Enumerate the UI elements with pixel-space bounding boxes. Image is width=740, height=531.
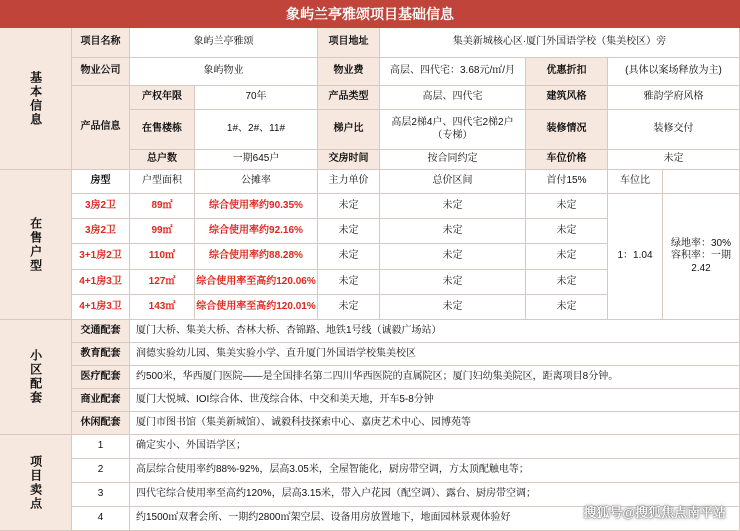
property-fee-label: 物业费	[318, 58, 380, 86]
buildings-label: 在售楼栋	[130, 110, 195, 150]
page-title: 象屿兰亭雅颂项目基础信息	[0, 0, 740, 28]
unit-row-3-area: 110㎡	[130, 244, 195, 270]
project-name-label: 项目名称	[72, 28, 130, 58]
units-header-unit-price: 主力单价	[318, 170, 380, 194]
watermark-text: 搜狐号@搜狐焦点南平站	[583, 505, 726, 520]
section-highlights-label	[0, 435, 72, 531]
project-name-value: 象屿兰亭雅颂	[130, 28, 318, 58]
address-label: 项目地址	[318, 28, 380, 58]
section-sale-label	[0, 170, 72, 320]
unit-row-3-type: 3+1房2卫	[72, 244, 130, 270]
units-header-rate: 公摊率	[195, 170, 318, 194]
highlight-num-3: 3	[72, 483, 130, 507]
unit-row-2-total: 未定	[380, 219, 526, 244]
unit-row-1-total: 未定	[380, 194, 526, 219]
unit-row-1-type: 3房2卫	[72, 194, 130, 219]
section-highlights-text: 项目卖点	[28, 454, 43, 511]
unit-row-1-area: 89㎡	[130, 194, 195, 219]
unit-row-5-unit-price: 未定	[318, 295, 380, 320]
plot-info-header	[663, 170, 740, 194]
section-basic-text: 基本信息	[28, 70, 43, 127]
highlight-text-4: 约1500㎡双奢会所、一期约2800㎡架空层、设备用房放置地下，地面园林景观体验好	[130, 507, 740, 531]
households-value: 一期645户	[195, 150, 318, 170]
community-value-5: 厦门市图书馆（集美新城馆）、诚毅科技探索中心、嘉庚艺术中心、园博苑等	[130, 412, 740, 435]
unit-row-2-down: 未定	[526, 219, 608, 244]
unit-row-1-rate: 综合使用率约90.35%	[195, 194, 318, 219]
unit-row-4-rate: 综合使用率至高约120.06%	[195, 270, 318, 295]
highlight-num-1: 1	[72, 435, 130, 459]
delivery-value: 按合同约定	[380, 150, 526, 170]
highlight-text-2: 高层综合使用率约88%-92%，层高3.05米，全屋智能化，厨房带空调，方太顶配触电等；	[130, 459, 740, 483]
unit-row-3-total: 未定	[380, 244, 526, 270]
property-company-label: 物业公司	[72, 58, 130, 86]
property-fee-value: 高层、四代宅：3.68元/㎡/月	[380, 58, 526, 86]
section-basic-label	[0, 28, 72, 170]
delivery-label: 交房时间	[318, 150, 380, 170]
unit-row-3-rate: 综合使用率约88.28%	[195, 244, 318, 270]
unit-row-4-area: 127㎡	[130, 270, 195, 295]
property-company-value: 象屿物业	[130, 58, 318, 86]
community-value-3: 约500米，华西厦门医院——是全国排名第二四川华西医院的直属院区；厦门妇幼集美院区，距离项目8分钟。	[130, 366, 740, 389]
units-header-area: 户型面积	[130, 170, 195, 194]
highlight-num-2: 2	[72, 459, 130, 483]
unit-row-4-total: 未定	[380, 270, 526, 295]
ratio-label: 梯户比	[318, 110, 380, 150]
unit-row-4-down: 未定	[526, 270, 608, 295]
tenure-value: 70年	[195, 86, 318, 110]
section-sale-text: 在售户型	[28, 216, 43, 273]
unit-row-2-rate: 综合使用率约92.16%	[195, 219, 318, 244]
parking-price-value: 未定	[608, 150, 740, 170]
parking-price-label: 车位价格	[526, 150, 608, 170]
unit-row-4-unit-price: 未定	[318, 270, 380, 295]
unit-row-5-area: 143㎡	[130, 295, 195, 320]
units-header-parking: 车位比	[608, 170, 663, 194]
unit-row-4-type: 4+1房3卫	[72, 270, 130, 295]
community-value-1: 厦门大桥、集美大桥、杏林大桥、杏锦路、地铁1号线（诚毅广场站）	[130, 320, 740, 343]
product-type-label: 产品类型	[318, 86, 380, 110]
product-info-label: 产品信息	[72, 86, 130, 170]
unit-row-3-down: 未定	[526, 244, 608, 270]
ratio-value: 高层2梯4户、四代宅2梯2户（专梯）	[380, 110, 526, 150]
unit-row-1-unit-price: 未定	[318, 194, 380, 219]
decoration-value: 装修交付	[608, 110, 740, 150]
tenure-label: 产权年限	[130, 86, 195, 110]
decoration-label: 装修情况	[526, 110, 608, 150]
unit-row-5-down: 未定	[526, 295, 608, 320]
parking-ratio-value: 1：1.04	[608, 194, 663, 320]
community-value-4: 厦门大悦城、IOI综合体、世茂综合体、中交和美天地，开车5-8分钟	[130, 389, 740, 412]
buildings-value: 1#、2#、11#	[195, 110, 318, 150]
product-type-value: 高层、四代宅	[380, 86, 526, 110]
highlight-text-1: 确定实小、外国语学区；	[130, 435, 740, 459]
discount-value: (具体以案场释放为主)	[608, 58, 740, 86]
highlight-text-3: 四代宅综合使用率至高约120%，层高3.15米，带入户花园（配空调）、露台、厨房带空调；	[130, 483, 740, 507]
plot-info-value: 绿地率：30% 容积率：一期2.42	[663, 194, 740, 320]
community-label-3: 医疗配套	[72, 366, 130, 389]
unit-row-1-down: 未定	[526, 194, 608, 219]
community-value-2: 润德实验幼儿园、集美实验小学、直升厦门外国语学校集美校区	[130, 343, 740, 366]
highlight-num-4: 4	[72, 507, 130, 531]
section-community-text: 小区配套	[28, 349, 43, 405]
unit-row-2-area: 99㎡	[130, 219, 195, 244]
community-label-1: 交通配套	[72, 320, 130, 343]
community-label-2: 教育配套	[72, 343, 130, 366]
unit-row-5-total: 未定	[380, 295, 526, 320]
address-value: 集美新城核心区·厦门外国语学校（集美校区）旁	[380, 28, 740, 58]
section-community-label	[0, 320, 72, 435]
arch-style-label: 建筑风格	[526, 86, 608, 110]
arch-style-value: 雅韵学府风格	[608, 86, 740, 110]
discount-label: 优惠折扣	[526, 58, 608, 86]
unit-row-5-type: 4+1房3卫	[72, 295, 130, 320]
unit-row-5-rate: 综合使用率至高约120.01%	[195, 295, 318, 320]
unit-row-2-unit-price: 未定	[318, 219, 380, 244]
households-label: 总户数	[130, 150, 195, 170]
units-header-total: 总价区间	[380, 170, 526, 194]
community-label-5: 休闲配套	[72, 412, 130, 435]
unit-row-3-unit-price: 未定	[318, 244, 380, 270]
unit-row-2-type: 3房2卫	[72, 219, 130, 244]
watermark	[583, 502, 726, 521]
units-header-type: 房型	[72, 170, 130, 194]
community-label-4: 商业配套	[72, 389, 130, 412]
units-header-down: 首付15%	[526, 170, 608, 194]
